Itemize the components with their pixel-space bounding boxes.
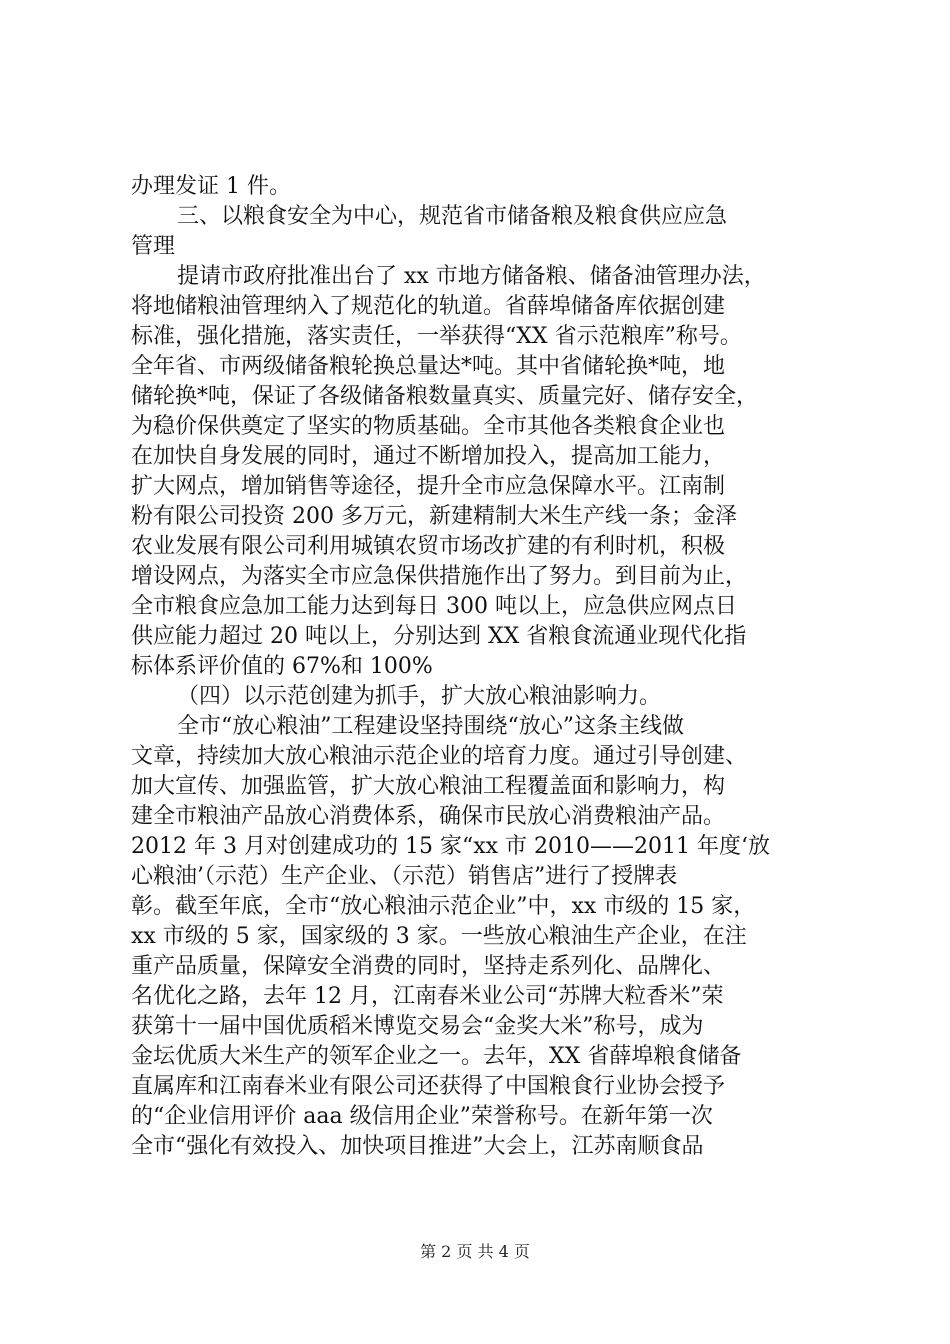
text-line: 在加快自身发展的同时，通过不断增加投入，提高加工能力， (131, 444, 726, 469)
text-line: 名优化之路，去年 12 月，江南春米业公司“苏牌大粒香米”荣 (131, 984, 724, 1009)
text-line: 粉有限公司投资 200 多万元，新建精制大米生产线一条；金泽 (131, 504, 737, 529)
text-line: 将地储粮油管理纳入了规范化的轨道。省薛埠储备库依据创建 (131, 294, 726, 319)
text-line: 彰。截至年底，全市“放心粮油示范企业”中，xx 市级的 15 家， (131, 894, 756, 919)
text-line: 三、以粮食安全为中心，规范省市储备粮及粮食供应应急 (177, 204, 728, 229)
text-line: 心粮油’（示范）生产企业、（示范）销售店”进行了授牌表 (131, 864, 678, 889)
page-footer: 第 2 页 共 4 页 (420, 1242, 530, 1261)
text-line: 全市粮食应急加工能力达到每日 300 吨以上，应急供应网点日 (131, 594, 737, 619)
text-line: 的“企业信用评价 aaa 级信用企业”荣誉称号。在新年第一次 (131, 1104, 713, 1129)
text-line: （四）以示范创建为抓手，扩大放心粮油影响力。 (177, 684, 662, 709)
text-line: 建全市粮油产品放心消费体系，确保市民放心消费粮油产品。 (131, 804, 726, 829)
text-line: 文章，持续加大放心粮油示范企业的培育力度。通过引导创建、 (131, 744, 748, 769)
text-line: 为稳价保供奠定了坚实的物质基础。全市其他各类粮食企业也 (131, 414, 726, 439)
text-line: 扩大网点，增加销售等途径，提升全市应急保障水平。江南制 (131, 474, 726, 499)
text-line: 农业发展有限公司利用城镇农贸市场改扩建的有利时机，积极 (131, 534, 726, 559)
text-line: 金坛优质大米生产的领军企业之一。去年，XX 省薛埠粮食储备 (131, 1044, 742, 1069)
text-line: 全年省、市两级储备粮轮换总量达*吨。其中省储轮换*吨，地 (131, 354, 726, 379)
text-line: 供应能力超过 20 吨以上，分别达到 XX 省粮食流通业现代化指 (131, 624, 747, 649)
text-line: xx 市级的 5 家，国家级的 3 家。一些放心粮油生产企业，在注 (131, 924, 747, 949)
text-line: 储轮换*吨，保证了各级储备粮数量真实、质量完好、储存安全， (131, 384, 759, 409)
text-line: 增设网点，为落实全市应急保供措施作出了努力。到目前为止， (131, 564, 748, 589)
text-line: 全市“放心粮油”工程建设坚持围绕“放心”这条主线做 (177, 714, 684, 739)
text-line: 管理 (131, 234, 176, 259)
text-line: 提请市政府批准出台了 xx 市地方储备粮、储备油管理办法， (177, 264, 766, 289)
text-line: 标体系评价值的 67%和 100% (131, 654, 433, 679)
text-line: 办理发证 1 件。 (131, 174, 291, 199)
text-line: 2012 年 3 月对创建成功的 15 家“xx 市 2010——2011 年度‘放 (131, 834, 770, 859)
text-line: 直属库和江南春米业有限公司还获得了中国粮食行业协会授予 (131, 1074, 726, 1099)
text-line: 获第十一届中国优质稻米博览交易会“金奖大米”称号，成为 (131, 1014, 704, 1039)
text-line: 全市“强化有效投入、加快项目推进”大会上，江苏南顺食品 (131, 1134, 704, 1159)
text-line: 重产品质量，保障安全消费的同时，坚持走系列化、品牌化、 (131, 954, 726, 979)
text-line: 标准，强化措施，落实责任，一举获得“XX 省示范粮库”称号。 (131, 324, 742, 349)
text-line: 加大宣传、加强监管，扩大放心粮油工程覆盖面和影响力，构 (131, 774, 726, 799)
document-body (131, 172, 831, 1162)
